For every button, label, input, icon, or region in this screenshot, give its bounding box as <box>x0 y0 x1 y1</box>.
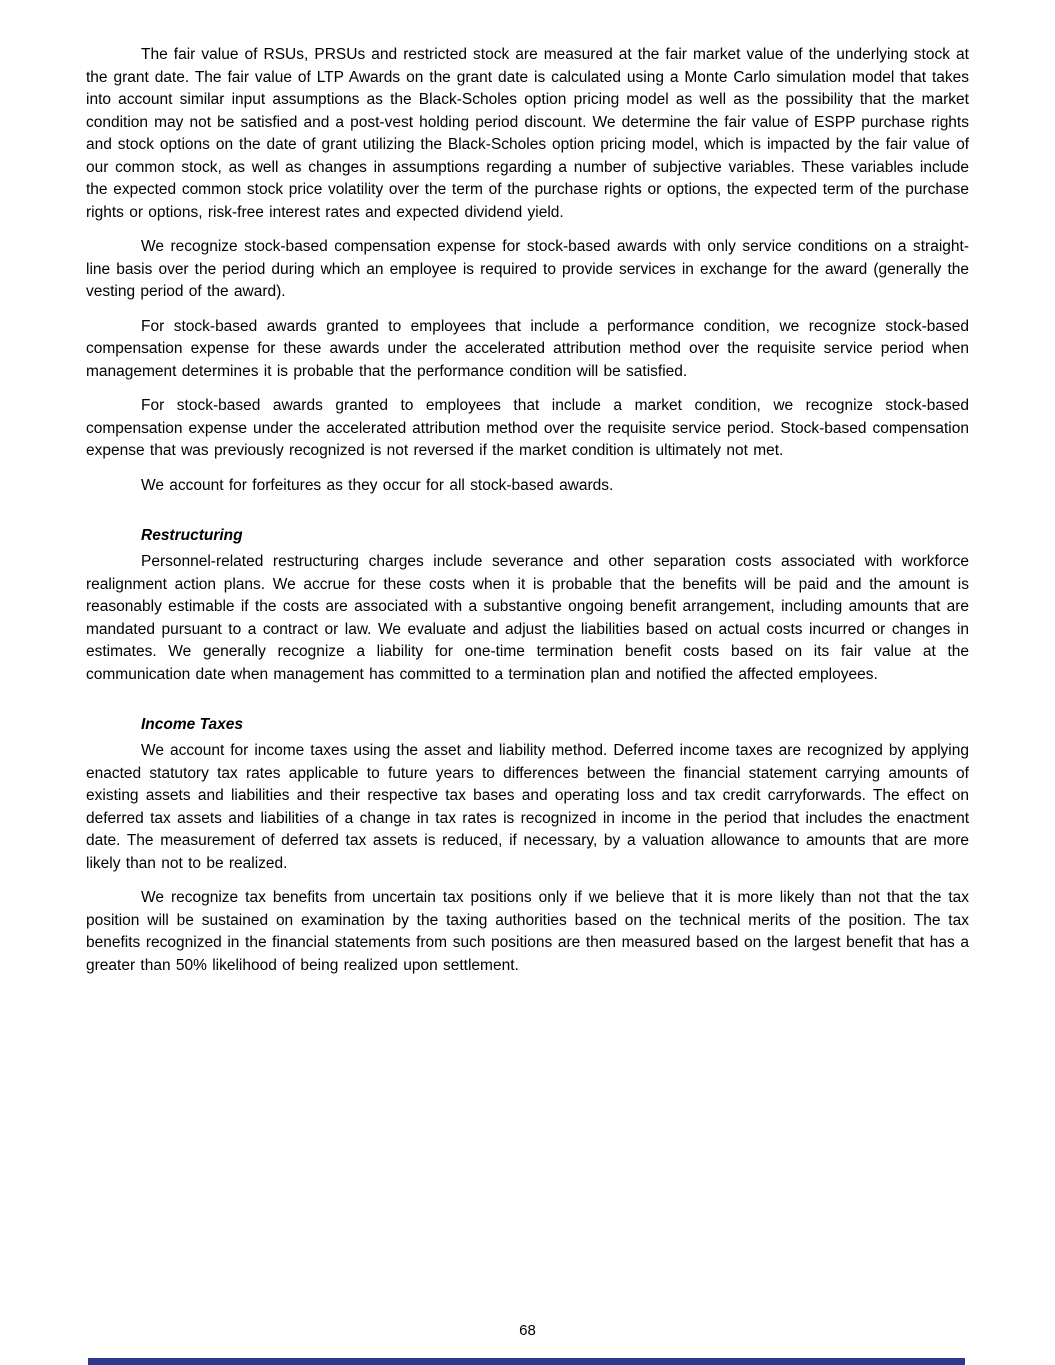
page-number: 68 <box>519 1322 536 1339</box>
paragraph-market-condition: For stock-based awards granted to employees that include a market condition, we recognize stock-based compensation expense under the accelerated attribution method over the requisite service period. Stock-based compensation expense that was previously recognized is not reversed if the market condition is ultimately not met. <box>86 397 969 459</box>
paragraph-service-conditions: We recognize stock-based compensation expense for stock-based awards with only service conditions on a straight-line basis over the period during which an employee is required to provide services in exchange for the award (generally the vesting period of the award). <box>86 238 969 300</box>
bottom-bar <box>88 1358 965 1365</box>
paragraph-fair-value-measurement: The fair value of RSUs, PRSUs and restricted stock are measured at the fair market value of the underlying stock at the grant date. The fair value of LTP Awards on the grant date is calculated using a Monte Carlo simulation model that takes into account similar input assumptions as the Black-Scholes option pricing model as well as the possibility that the market condition may not be satisfied and a post-vest holding period discount. We determine the fair value of ESPP purchase rights and stock options on the date of grant utilizing the Black-Scholes option pricing model, which is impacted by the fair value of our common stock, as well as changes in assumptions regarding a number of subjective variables. These variables include the expected common stock price volatility over the term of the purchase rights or options, the expected term of the purchase rights or options, risk-free interest rates and expected dividend yield. <box>86 46 969 221</box>
paragraph-restructuring-charges: Personnel-related restructuring charges include severance and other separation costs associated with workforce realignment action plans. We accrue for these costs when it is probable that the benefits will be paid and the amount is reasonably estimable if the costs are associated with a substantive ongoing benefit arrangement, including amounts that are mandated pursuant to a contract or law. We evaluate and adjust the liabilities based on actual costs incurred or changes in estimates. We generally recognize a liability for one-time termination benefit costs based on its fair value at the communication date when management has committed to a termination plan and notified the affected employees. <box>86 553 969 683</box>
paragraph-forfeitures: We account for forfeitures as they occur for all stock-based awards. <box>141 476 614 494</box>
paragraph-income-taxes-method: We account for income taxes using the asset and liability method. Deferred income taxes are recognized by applying enacted statutory tax rates applicable to future years to differences between the financial statement carrying amounts of existing assets and liabilities and their respective tax bases and operating loss and tax credit carryforwards. The effect on deferred tax assets and liabilities of a change in tax rates is recognized in income in the period that includes the enactment date. The measurement of deferred tax assets is reduced, if necessary, by a valuation allowance to amounts that are more likely than not to be realized. <box>86 742 969 872</box>
paragraph-uncertain-tax-positions: We recognize tax benefits from uncertain tax positions only if we believe that it is more likely than not that the tax position will be sustained on examination by the taxing authorities based on the technical merits of the position. The tax benefits recognized in the financial statements from such positions are then measured based on the largest benefit that has a greater than 50% likelihood of being realized upon settlement. <box>86 889 969 974</box>
section-heading-income-taxes: Income Taxes <box>141 716 243 733</box>
paragraph-performance-condition: For stock-based awards granted to employees that include a performance condition, we recognize stock-based compensation expense for these awards under the accelerated attribution method over the requisite service period when management determines it is probable that the performance condition will be satisfied. <box>86 317 969 380</box>
section-heading-restructuring: Restructuring <box>141 527 243 544</box>
